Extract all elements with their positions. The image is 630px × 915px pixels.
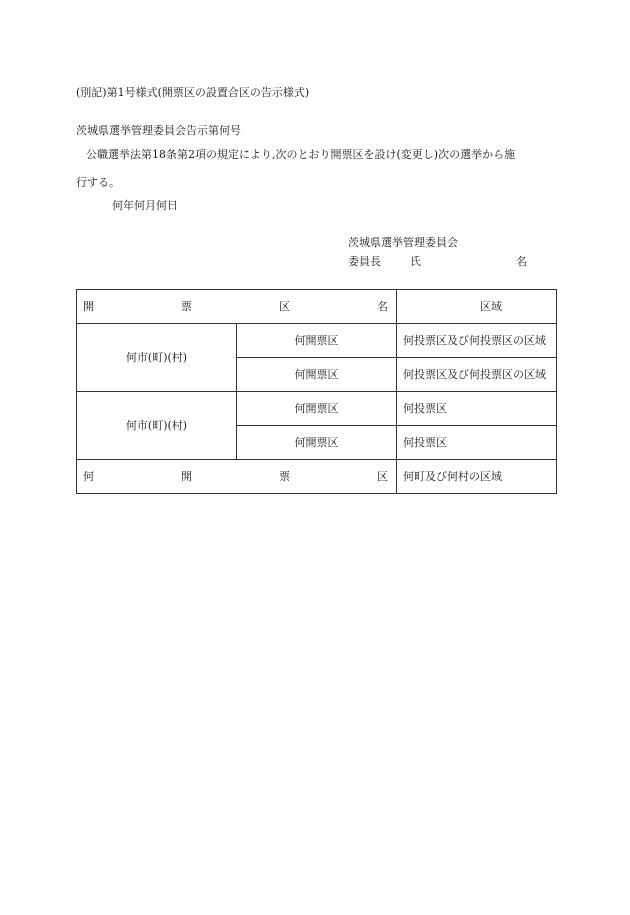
issuer-name-char-1: 氏	[410, 255, 421, 268]
issuer-org: 茨城県選挙管理委員会	[348, 236, 458, 249]
header-char: 開	[83, 299, 94, 313]
area-cell: 何投票区	[397, 426, 557, 460]
table-row	[77, 324, 557, 358]
area-cell: 何投票区	[397, 392, 557, 426]
header-char: 名	[377, 299, 388, 313]
header-area	[397, 290, 557, 324]
form-label: (別記)第1号様式(開票区の設置合区の告示様式)	[76, 86, 310, 99]
last-row-area: 何町及び何村の区域	[397, 460, 557, 494]
last-row-char: 区	[377, 469, 388, 483]
header-district-name	[77, 290, 397, 324]
header-char: 票	[181, 299, 192, 313]
table-header-row	[77, 290, 557, 324]
header-char: 区	[279, 299, 290, 313]
city-cell: 何市(町)(村)	[77, 392, 237, 460]
last-row-char: 票	[279, 469, 290, 483]
district-cell: 何開票区	[237, 358, 397, 392]
notice-number: 茨城県選挙管理委員会告示第何号	[76, 124, 241, 137]
district-cell: 何開票区	[237, 324, 397, 358]
notice-body-line-1: 公職選挙法第18条第2項の規定により,次のとおり開票区を設け(変更し)次の選挙から施	[86, 148, 516, 161]
issuer-title: 委員長	[348, 255, 381, 268]
header-char: 域	[491, 299, 502, 313]
last-row-name	[77, 460, 397, 494]
notice-body-line-2: 行する。	[76, 176, 120, 189]
area-cell: 何投票区及び何投票区の区域	[397, 324, 557, 358]
area-cell: 何投票区及び何投票区の区域	[397, 358, 557, 392]
district-cell: 何開票区	[237, 426, 397, 460]
table-row	[77, 392, 557, 426]
issuer-name-char-2: 名	[516, 255, 527, 268]
last-row-char: 何	[83, 469, 94, 483]
table-row-last	[77, 460, 557, 494]
city-cell: 何市(町)(村)	[77, 324, 237, 392]
district-cell: 何開票区	[237, 392, 397, 426]
last-row-char: 開	[181, 469, 192, 483]
header-char: 区	[480, 299, 491, 313]
notice-date: 何年何月何日	[112, 199, 178, 212]
districts-table	[76, 289, 557, 494]
